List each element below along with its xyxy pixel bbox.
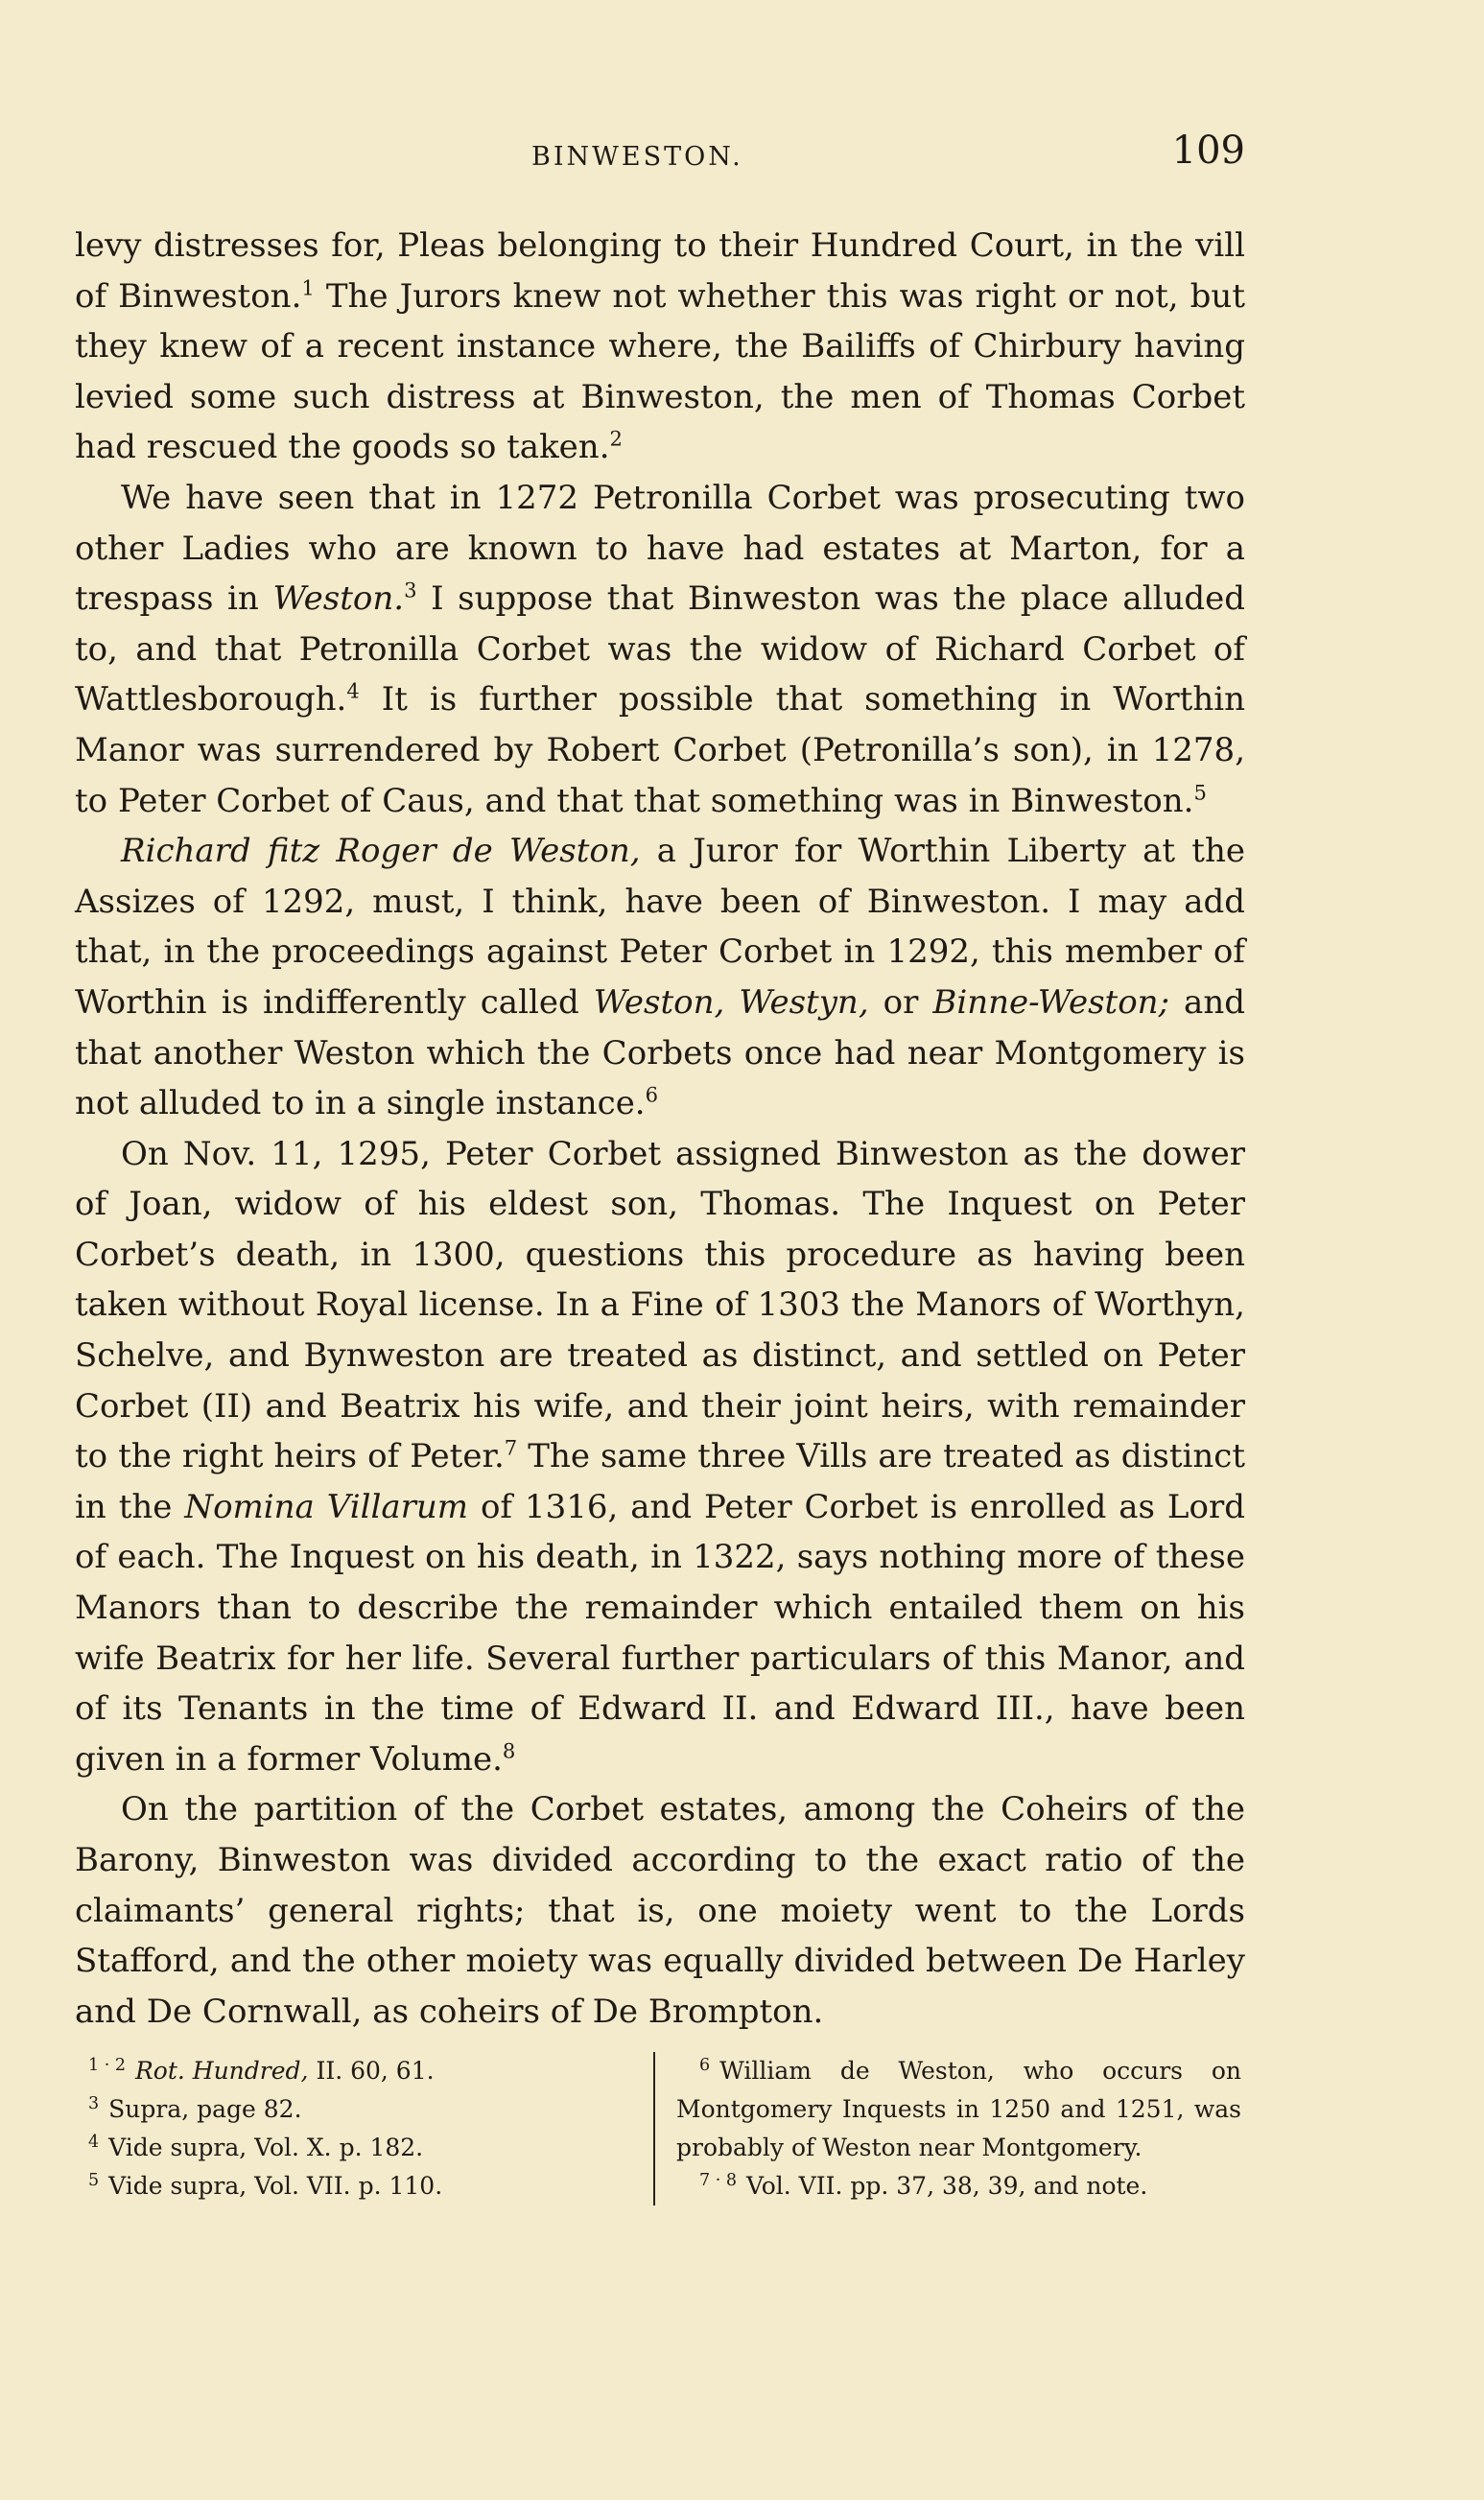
footnote-number: 1 · 2 <box>88 2056 126 2076</box>
footnotes <box>75 2052 1245 2205</box>
footnote-ref: 7 <box>504 1435 518 1460</box>
text-run: Vol. VII. pp. 37, 38, 39, and note. <box>745 2172 1148 2201</box>
text-run: a Juror for Worthin Liberty at the Assizes of 1292, must, I think, have been of Binweston. I may add that, in the proceedings against Peter Corbet in 1292, this member of Worthin is indifferently called <box>75 832 1245 1022</box>
text-run: On the partition of the Corbet estates, among the Coheirs of the Barony, Binweston was divided according to the exact ratio of the claimants’ general rights; that is, one moiety went to the Lords Stafford, and the other moiety was equally divided between De Harley and De Cornwall, as coheirs of De Brompton. <box>75 1790 1245 2031</box>
footnote-ref: 6 <box>645 1082 659 1107</box>
text-run: We have seen that in 1272 Petronilla Corbet was prosecuting two other Ladies who are known to have had estates at Marton, for a trespass in <box>75 478 1245 619</box>
footnote <box>88 2052 653 2090</box>
footnote-ref: 1 <box>301 275 315 300</box>
italic-text: Weston, Westyn, <box>593 982 869 1022</box>
footnote <box>88 2129 653 2167</box>
page-header <box>75 125 1245 182</box>
text-run: Vide supra, Vol. VII. p. 110. <box>108 2172 443 2201</box>
footnote-number: 7 · 8 <box>699 2171 737 2191</box>
text-run: The Jurors knew not whether this was right or not, but they knew of a recent instance where, the Bailiffs of Chirbury having levied some such distress at Binweston, the men of Thomas Corbet had rescued the goods so taken. <box>75 276 1245 467</box>
text-run: Supra, page 82. <box>108 2095 302 2124</box>
italic-text: Binne-Weston; <box>932 982 1170 1022</box>
footnote <box>88 2167 653 2205</box>
text-run: or <box>868 982 933 1022</box>
footnote-ref: 8 <box>502 1738 516 1763</box>
page-number: 109 <box>1171 129 1245 173</box>
footnote-ref: 5 <box>1193 780 1207 805</box>
text-run: Vide supra, Vol. X. p. 182. <box>108 2134 424 2162</box>
footnote <box>676 2052 1241 2167</box>
footnotes-right-column <box>653 2052 1245 2205</box>
paragraph <box>75 826 1245 1129</box>
footnote-number: 6 <box>699 2056 711 2076</box>
text-run: On Nov. 11, 1295, Peter Corbet assigned Binweston as the dower of Joan, widow of his eldest son, Thomas. The Inquest on Peter Corbet’s death, in 1300, questions this procedure as having been taken without Royal license. In a Fine of 1303 the Manors of Worthyn, Schelve, and Bynweston are treated as distinct, and settled on Peter Corbet (II) and Beatrix his wife, and their joint heirs, with remainder to the right heirs of Peter. <box>75 1134 1245 1476</box>
footnote-ref: 4 <box>346 679 360 704</box>
italic-text: Nomina Villarum <box>184 1487 469 1526</box>
text-run: levy distresses for, Pleas belonging to their Hundred Court, in the vill of Binweston. <box>75 226 1245 316</box>
italic-text: Rot. Hundred, <box>134 2057 309 2086</box>
text-run: The same three Vills are treated as distinct in the <box>75 1437 1245 1526</box>
paragraph <box>75 1784 1245 2037</box>
paragraph <box>75 1129 1245 1785</box>
footnote-ref: 2 <box>609 427 623 452</box>
text-run: I suppose that Binweston was the place alluded to, and that Petronilla Corbet was the widow of Richard Corbet of Wattlesborough. <box>75 579 1245 719</box>
text-run: and that another Weston which the Corbets once had near Montgomery is not alluded to in a single instance. <box>75 982 1245 1123</box>
italic-text: Richard fitz Roger de Weston, <box>121 832 641 871</box>
text-run: It is further possible that something in Worthin Manor was surrendered by Robert Corbet (Petronilla’s son), in 1278, to Peter Corbet of Caus, and that that something was in Binweston. <box>75 680 1245 820</box>
text-run: II. 60, 61. <box>308 2057 435 2086</box>
text-run: of 1316, and Peter Corbet is enrolled as Lord of each. The Inquest on his death, in 1322, says nothing more of these Manors than to describe the remainder which entailed them on his wife Beatrix for her life. Several further particulars of this Manor, and of its Tenants in the time of Edward II. and Edward III., have been given in a former Volume. <box>75 1487 1245 1779</box>
footnote <box>676 2167 1241 2205</box>
book-page <box>75 125 1245 2205</box>
footnote-number: 5 <box>88 2171 100 2191</box>
italic-text: Weston. <box>272 579 405 619</box>
footnote-ref: 3 <box>404 578 417 602</box>
running-head: BINWESTON. <box>531 142 743 172</box>
footnote-number: 3 <box>88 2094 100 2114</box>
text-run: William de Weston, who occurs on Montgomery Inquests in 1250 and 1251, was probably of Weston near Montgomery. <box>676 2057 1241 2162</box>
body-text <box>75 221 1245 2037</box>
paragraph <box>75 221 1245 473</box>
footnote <box>88 2090 653 2129</box>
paragraph <box>75 473 1245 826</box>
footnotes-left-column <box>75 2052 653 2205</box>
footnote-number: 4 <box>88 2133 100 2153</box>
